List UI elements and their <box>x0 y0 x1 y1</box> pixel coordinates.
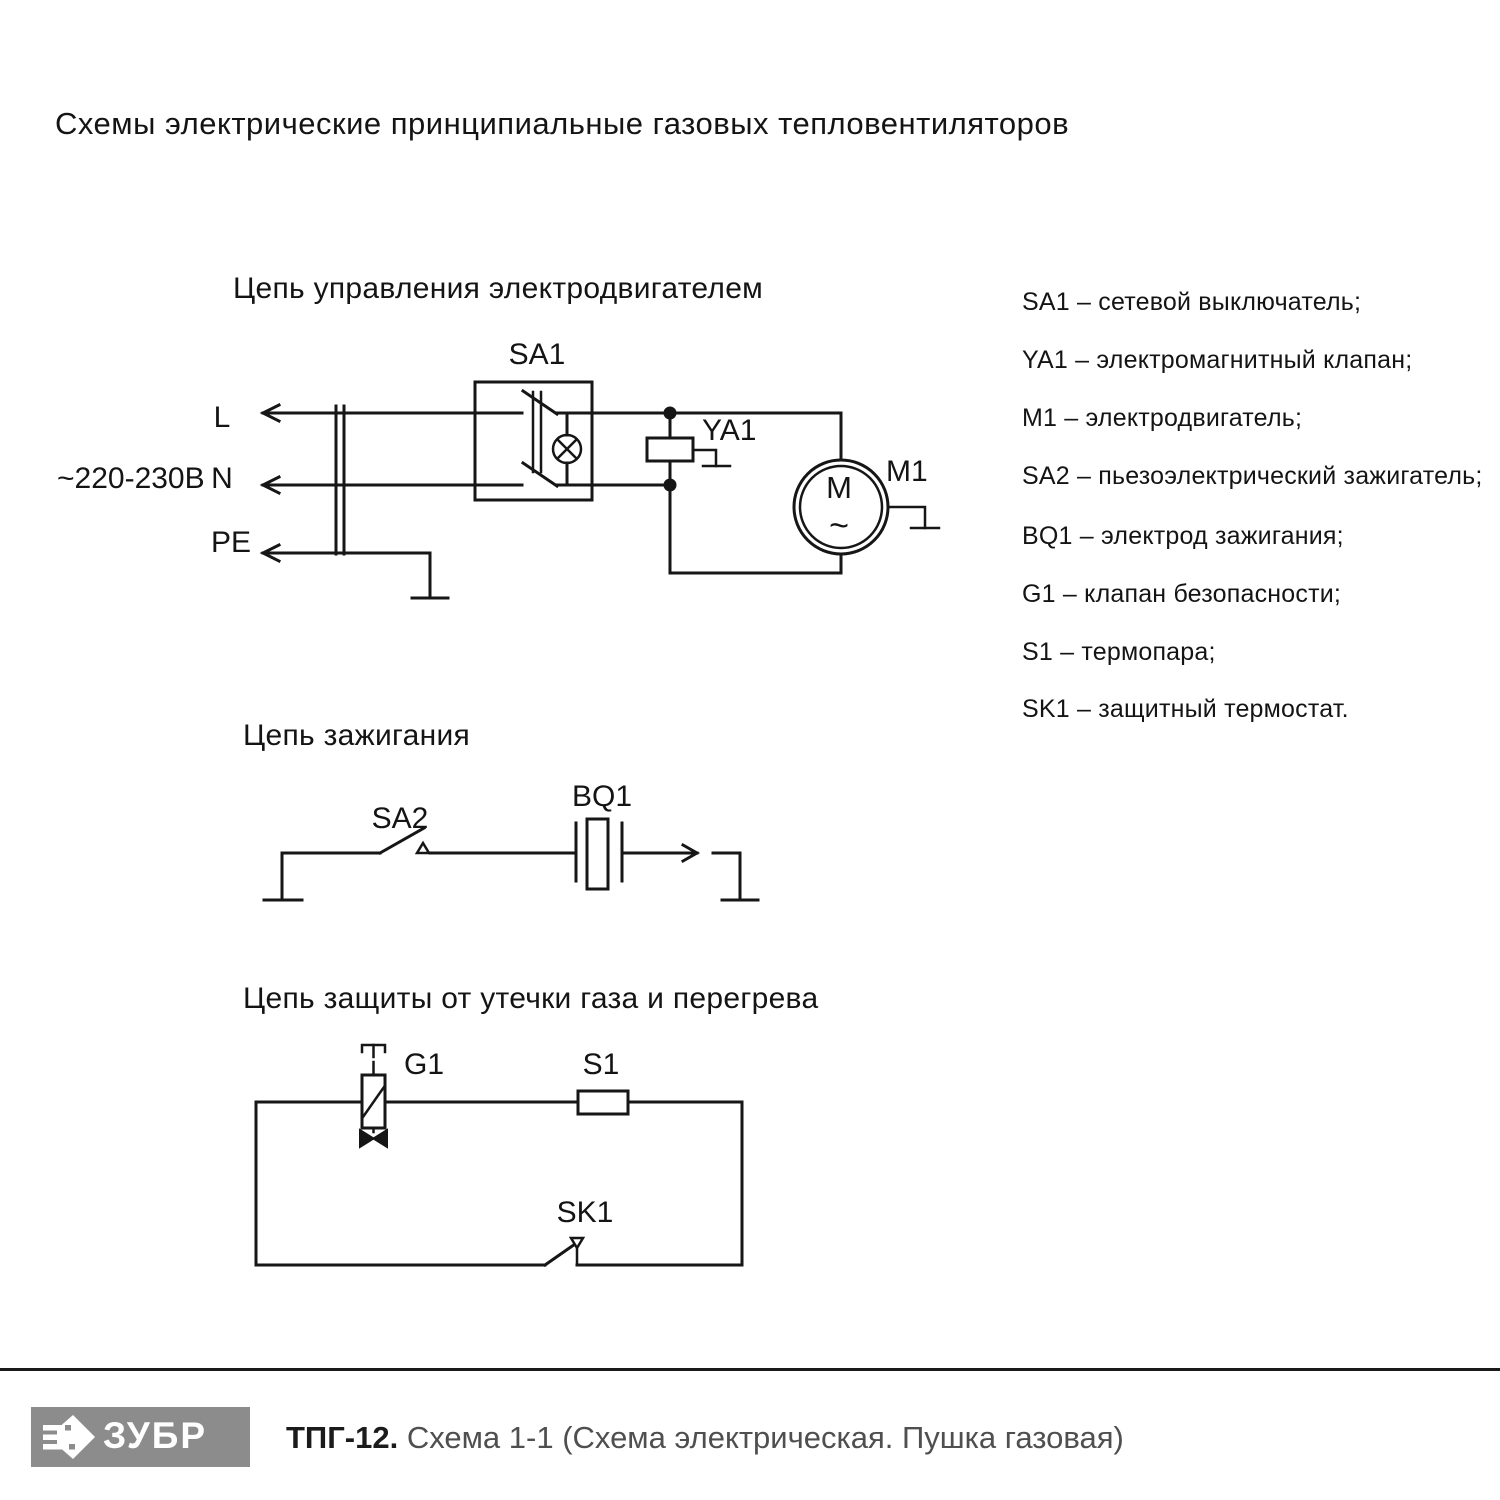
voltage-label: ~220-230В <box>57 462 205 495</box>
legend-item-g1: G1 – клапан безопасности; <box>1022 580 1342 608</box>
motor-wave: ~ <box>829 507 849 545</box>
legend-item-sa1: SA1 – сетевой выключатель; <box>1022 288 1362 316</box>
s1-thermocouple-symbol <box>578 1091 628 1114</box>
legend-item-m1: M1 – электродвигатель; <box>1022 404 1303 432</box>
g1-valve-symbol <box>360 1045 387 1147</box>
control-circuit-diagram <box>57 338 939 598</box>
terminal-n-label: N <box>211 462 233 495</box>
m1-label: M1 <box>886 455 928 488</box>
ya1-label: YA1 <box>702 414 757 447</box>
s1-label: S1 <box>582 1048 620 1081</box>
bq1-label: BQ1 <box>571 780 633 813</box>
terminal-l-label: L <box>213 401 231 434</box>
model-name: ТПГ-12. <box>286 1420 399 1455</box>
protection-loop-wire <box>256 1102 742 1265</box>
line-n-wire <box>263 477 522 493</box>
legend-item-sa2: SA2 – пьезоэлектрический зажигатель; <box>1022 462 1483 490</box>
page-title: Схемы электрические принципиальные газовых тепловентиляторов <box>55 106 1070 141</box>
motor-letter: M <box>826 470 852 505</box>
control-circuit-title: Цепь управления электродвигателем <box>233 272 764 305</box>
ignition-circuit-diagram <box>264 780 758 900</box>
legend-item-s1: S1 – термопара; <box>1022 638 1216 666</box>
bq1-electrode-symbol <box>576 819 758 900</box>
sa1-label: SA1 <box>508 338 566 371</box>
protection-circuit-diagram <box>256 1045 742 1265</box>
zubr-logo-icon <box>43 1413 95 1461</box>
footer-separator-line <box>0 1368 1500 1371</box>
indicator-lamp-icon <box>553 413 581 485</box>
terminal-pe-label: PE <box>210 526 252 559</box>
sa2-switch-symbol <box>264 828 576 900</box>
sa2-label: SA2 <box>371 802 429 835</box>
footer-caption <box>286 1420 1124 1456</box>
connector-bars <box>336 406 344 554</box>
line-pe-wire <box>263 545 448 598</box>
brand-logo <box>31 1407 250 1467</box>
scheme-caption: Схема 1-1 (Схема электрическая. Пушка газовая) <box>406 1420 1124 1455</box>
legend-item-ya1: YA1 – электромагнитный клапан; <box>1022 346 1413 374</box>
sk1-label: SK1 <box>556 1196 614 1229</box>
protection-circuit-title: Цепь защиты от утечки газа и перегрева <box>243 982 819 1015</box>
line-l-wire <box>263 405 522 421</box>
legend-item-sk1: SK1 – защитный термостат. <box>1022 695 1349 723</box>
g1-label: G1 <box>404 1048 445 1081</box>
sk1-thermostat-symbol <box>545 1238 583 1265</box>
ignition-circuit-title: Цепь зажигания <box>243 719 471 752</box>
brand-name: ЗУБР <box>103 1415 208 1456</box>
legend-item-bq1: BQ1 – электрод зажигания; <box>1022 522 1344 550</box>
sa1-switch-symbol <box>475 382 592 500</box>
